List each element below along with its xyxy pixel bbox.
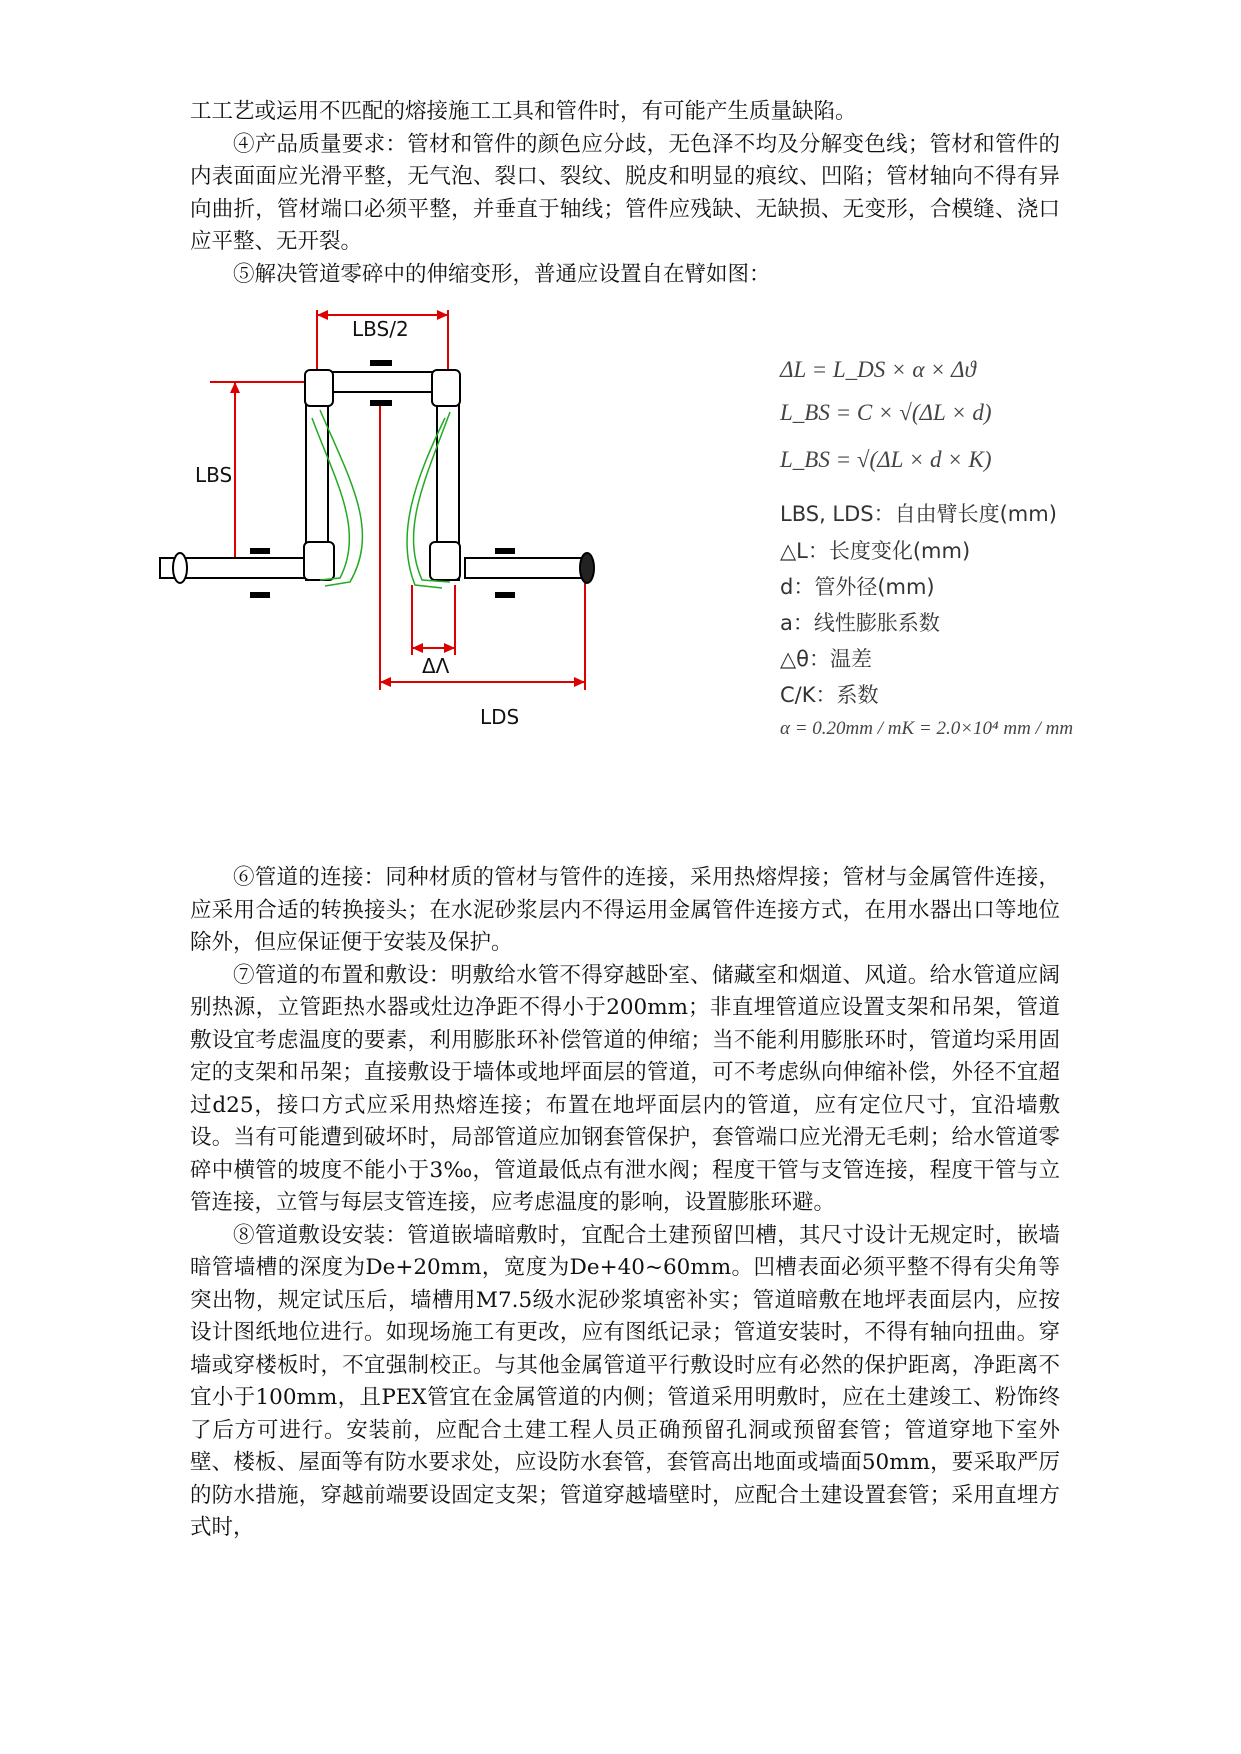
label-lbs: LBS [195,463,233,487]
paragraph-1: 工工艺或运用不匹配的熔接施工工具和管件时，有可能产生质量缺陷。 [190,99,857,124]
label-lds: LDS [480,705,520,729]
formula-alpha: α = 0.20mm / mK = 2.0×10⁴ mm / mm [780,718,1074,739]
legend-d: d：管外径(mm) [780,575,935,599]
legend-delta-l: △L：长度变化(mm) [780,539,971,563]
formula-1: ΔL = L_DS × α × Δϑ [780,357,976,382]
paragraph-8-installation: ⑧管道敷设安装：管道嵌墙暗敷时，宜配合土建预留凹槽，其尺寸设计无规定时，嵌墙暗管墙槽的深度为De+20mm，宽度为De+40~60mm。凹槽表面必须平整不得有尖角等突出物，规定试压后，墙槽用M7.5级水泥砂浆填密补实；管道暗敷在地坪表面层内，应按设计图纸地位进行。如现场施工有更改，应有图纸记录；管道安装时，不得有轴向扭曲。穿墙或穿楼板时，不宜强制校正。与其他金属管道平行敷设时应有必然的保护距离，净距离不宜小于100mm，且PEX管宜在金属管道的内侧；管道采用明敷时，应在土建竣工、粉饰终了后方可进行。安装前，应配合土建工程人员正确预留孔洞或预留套管；管道穿地下室外壁、楼板、屋面等有防水要求处，应设防水套管，套管高出地面或墙面50mm，要采取严厉的防水措施，穿越前端要设固定支架；管道穿越墙壁时，应配合土建设置套管；采用直埋方式时， [190,1222,1060,1540]
paragraph-6-connection: ⑥管道的连接：同种材质的管材与管件的连接，采用热熔焊接；管材与金属管件连接，应采用合适的转换接头；在水泥砂浆层内不得运用金属管件连接方式，在用水器出口等地位除外，但应保证便于安装及保护。 [190,865,1060,955]
label-delta: ΔΛ [422,654,450,678]
paragraph-4-quality: ④产品质量要求：管材和管件的颜色应分歧，无色泽不均及分解变色线；管材和管件的内表面面应光滑平整，无气泡、裂口、裂纹、脱皮和明显的痕纹、凹陷；管材轴向不得有异向曲折，管材端口必须平整，并垂直于轴线；管件应残缺、无缺损、无变形，合模缝、浇口应平整、无开裂。 [190,131,1060,254]
formula-3: L_BS = √(ΔL × d × K) [780,447,992,472]
legend-lbs-lds: LBS, LDS：自由臂长度(mm) [780,502,1057,526]
dimension-lines [210,310,585,690]
formula-2: L_BS = C × √(ΔL × d) [780,400,992,425]
arrowheads [230,310,585,687]
top-text-block [190,96,1060,291]
legend-ck: C/K：系数 [780,683,879,707]
paragraph-5-expansion: ⑤解决管道零碎中的伸缩变形，普通应设置自在臂如图： [233,261,771,287]
label-lbs-half: LBS/2 [352,317,409,341]
paragraph-7-layout: ⑦管道的布置和敷设：明敷给水管不得穿越卧室、储藏室和烟道、风道。给水管道应阔别热源，立管距热水器或灶边净距不得小于200mm；非直埋管道应设置支架和吊架，管道敷设宜考虑温度的要素，利用膨胀环补偿管道的伸缩；当不能利用膨胀环时，管道均采用固定的支架和吊架；直接敷设于墙体或地坪面层的管道，可不考虑纵向伸缩补偿，外径不宜超过d25，接口方式应采用热熔连接；布置在地坪面层内的管道，应有定位尺寸，宜沿墙敷设。当有可能遭到破坏时，局部管道应加钢套管保护，套管端口应光滑无毛刺；给水管道零碎中横管的坡度不能小于3‰，管道最低点有泄水阀；程度干管与支管连接，程度干管与立管连接，立管与每层支管连接，应考虑温度的影响，设置膨胀环避。 [190,962,1060,1215]
legend-delta-theta: △θ：温差 [780,647,872,671]
legend-a: a：线性膨胀系数 [780,611,940,635]
bottom-text-block [190,862,1060,1545]
